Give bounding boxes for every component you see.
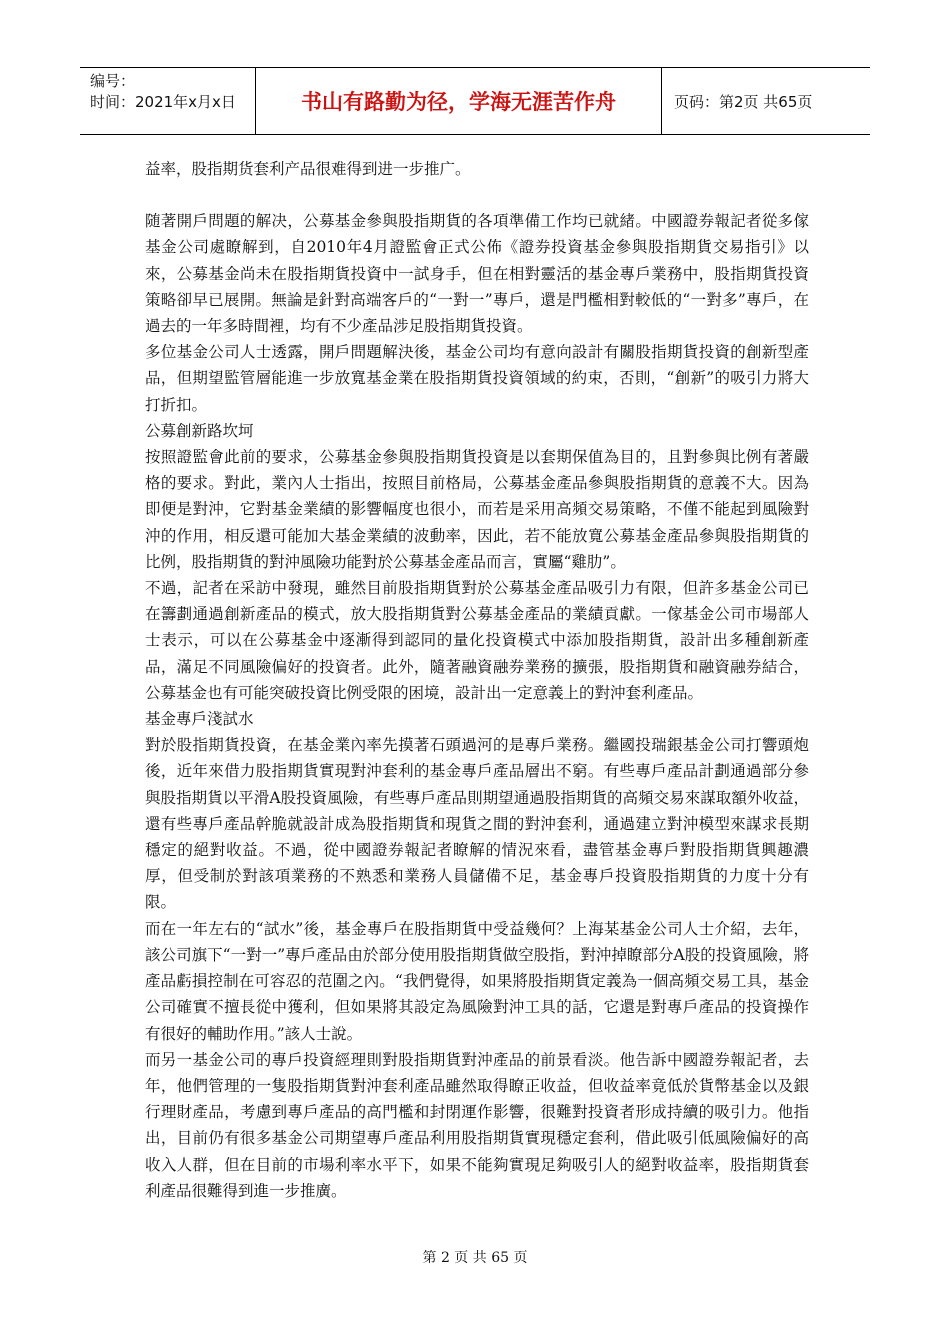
motto: 书山有路勤为径，学海无涯苦作舟	[256, 68, 662, 134]
section-heading: 公募創新路坎坷	[145, 421, 254, 440]
paragraph: 對於股指期貨投資，在基金業內率先摸著石頭過河的是專戶業務。繼國投瑞銀基金公司打響頭炮後，近年來借力股指期貨實現對沖套利的基金專戶產品層出不窮。有些專戶產品計劃通過部分參與股指期貨以平滑A股投資風險，有些專戶產品則期望通過股指期貨的高頻交易來謀取額外收益，還有些專戶產品幹脆就設計成為股指期貨和現貨之間的對沖套利，通過建立對沖模型來謀求長期穩定的絕對收益。不過，從中國證券報記者瞭解的情況來看，盡管基金專戶對股指期貨興趣濃厚，但受制於對該項業務的不熟悉和業務人員儲備不足，基金專戶投資股指期貨的力度十分有限。	[145, 736, 809, 912]
paragraph: 按照證監會此前的要求，公募基金參與股指期貨投資是以套期保值為目的，且對參與比例有著嚴格的要求。對此，業內人士指出，按照目前格局，公募基金產品參與股指期貨的意義不大。因為即便是對沖，它對基金業績的影響幅度也很小，而若是采用高頻交易策略，不僅不能起到風險對沖的作用，相反還可能加大基金業績的波動率，因此，若不能放寬公募基金產品參與股指期貨的比例，股指期貨的對沖風險功能對於公募基金產品而言，實屬“雞肋”。	[145, 448, 809, 571]
document-body	[145, 156, 809, 1204]
paragraph: 而在一年左右的“試水”後，基金專戶在股指期貨中受益幾何？上海某基金公司人士介紹，去年，該公司旗下“一對一”專戶產品由於部分使用股指期貨做空股指，對沖掉瞭部分A股的投資風險，將產品虧損控制在可容忍的范圍之內。“我們覺得，如果將股指期貨定義為一個高頻交易工具，基金公司確實不擅長從中獲利，但如果將其設定為風險對沖工具的話，它還是對專戶產品的投資操作有很好的輔助作用。”該人士說。	[145, 919, 809, 1043]
section-heading: 基金專戶淺試水	[145, 710, 254, 729]
time-label: 时间：2021年x月x日	[90, 93, 236, 111]
paragraph: 而另一基金公司的專戶投資經理則對股指期貨對沖產品的前景看淡。他告訴中國證券報記者，去年，他們管理的一隻股指期貨對沖套利產品雖然取得瞭正收益，但收益率竟低於貨幣基金以及銀行理財產品，考慮到專戶產品的高門檻和封閉運作影響，很難對投資者形成持續的吸引力。他指出，目前仍有很多基金公司期望專戶產品利用股指期貨實現穩定套利，借此吸引低風險偏好的高收入人群，但在目前的市場利率水平下，如果不能夠實現足夠吸引人的絕對收益率，股指期貨套利產品很難得到進一步推廣。	[145, 1050, 809, 1200]
paragraph: 多位基金公司人士透露，開戶問題解決後，基金公司均有意向設計有關股指期貨投資的創新型產品，但期望監管層能進一步放寬基金業在股指期貨投資領域的約束，否則，“創新”的吸引力將大打折扣。	[145, 343, 809, 414]
page-header	[80, 67, 870, 135]
paragraph: 不過，記者在采訪中發現，雖然目前股指期貨對於公募基金產品吸引力有限，但許多基金公司已在籌劃通過創新產品的模式，放大股指期貨對公募基金產品的業績貢獻。一傢基金公司市場部人士表示，可以在公募基金中逐漸得到認同的量化投資模式中添加股指期貨，設計出多種創新產品，滿足不同風險偏好的投資者。此外，隨著融資融券業務的擴張，股指期貨和融資融券結合，公募基金也有可能突破投資比例受限的困境，設計出一定意義上的對沖套利產品。	[145, 579, 809, 702]
number-label: 编号：	[90, 72, 136, 90]
header-page-info: 页码：第2页 共65页	[674, 92, 813, 111]
page-footer: 第 2 页 共 65 页	[422, 1250, 528, 1266]
paragraph: 益率，股指期货套利产品很难得到进一步推广。	[145, 160, 471, 178]
header-meta	[80, 68, 256, 134]
paragraph: 随著開戶問題的解决，公募基金參與股指期貨的各項準備工作均已就緒。中國證券報記者從多傢基金公司處瞭解到，自2010年4月證監會正式公佈《證券投資基金參與股指期貨交易指引》以來，公募基金尚未在股指期貨投資中一試身手，但在相對靈活的基金專戶業務中，股指期貨投資策略卻早已展開。無論是針對高端客戶的“一對一”專戶，還是門檻相對較低的“一對多”專戶，在過去的一年多時間裡，均有不少產品涉足股指期貨投資。	[145, 212, 809, 336]
